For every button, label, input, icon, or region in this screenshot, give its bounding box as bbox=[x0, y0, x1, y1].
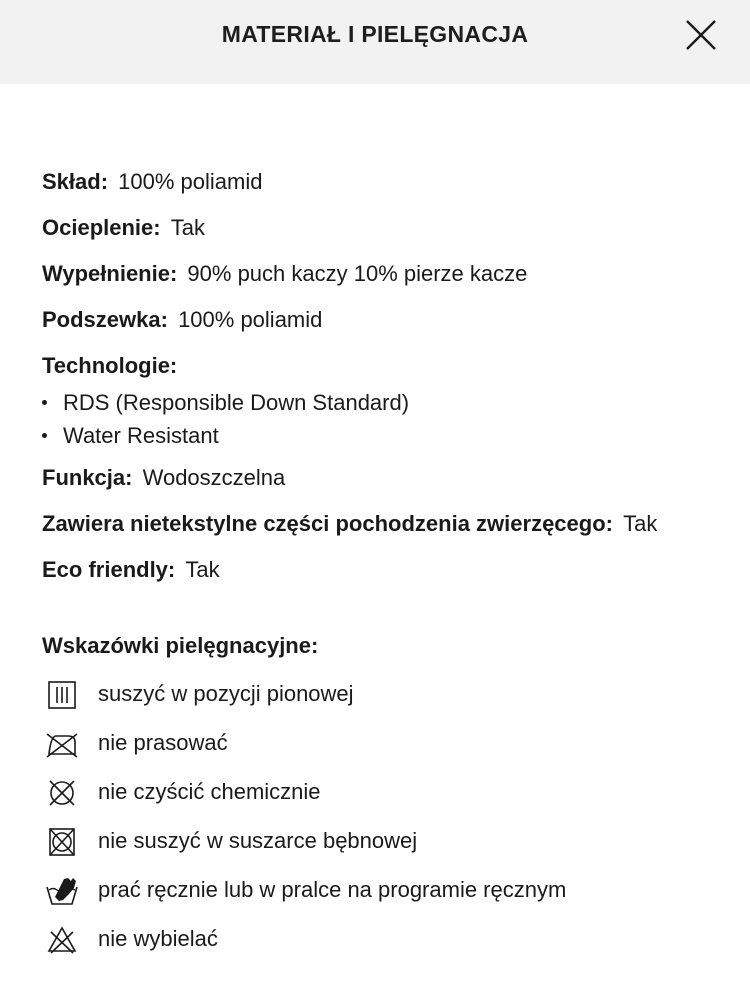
composition-value: 100% poliamid bbox=[118, 169, 263, 194]
lining-label: Podszewka: bbox=[42, 307, 168, 332]
list-item bbox=[42, 419, 732, 452]
care-item bbox=[42, 923, 732, 972]
function-row bbox=[42, 462, 732, 494]
close-button[interactable] bbox=[682, 16, 720, 54]
composition-row bbox=[42, 166, 732, 198]
animal-parts-row bbox=[42, 508, 732, 540]
do-not-tumble-dry-icon bbox=[44, 826, 80, 858]
close-icon bbox=[682, 16, 720, 54]
care-item bbox=[42, 874, 732, 923]
composition-label: Skład: bbox=[42, 169, 109, 194]
eco-friendly-label: Eco friendly: bbox=[42, 557, 176, 582]
do-not-iron-icon bbox=[44, 728, 80, 760]
insulation-label: Ocieplenie: bbox=[42, 215, 161, 240]
care-text: nie prasować bbox=[98, 730, 228, 755]
technologies-row bbox=[42, 350, 732, 382]
hand-wash-icon bbox=[44, 875, 80, 907]
care-text: prać ręcznie lub w pralce na programie ręcznym bbox=[98, 877, 567, 902]
filling-value: 90% puch kaczy 10% pierze kacze bbox=[187, 261, 528, 286]
care-title: Wskazówki pielęgnacyjne: bbox=[42, 633, 319, 658]
care-item bbox=[42, 776, 732, 825]
lining-value: 100% poliamid bbox=[178, 307, 323, 332]
filling-label: Wypełnienie: bbox=[42, 261, 178, 286]
function-label: Funkcja: bbox=[42, 465, 133, 490]
care-item bbox=[42, 678, 732, 727]
care-instructions-list bbox=[42, 678, 732, 972]
technology-text: Water Resistant bbox=[63, 423, 219, 448]
insulation-value: Tak bbox=[170, 215, 205, 240]
lining-row bbox=[42, 304, 732, 336]
care-text: nie czyścić chemicznie bbox=[98, 779, 321, 804]
technologies-list bbox=[42, 386, 732, 452]
bullet-icon bbox=[42, 400, 47, 405]
care-text: nie wybielać bbox=[98, 926, 218, 951]
eco-friendly-value: Tak bbox=[185, 557, 220, 582]
filling-row bbox=[42, 258, 732, 290]
insulation-row bbox=[42, 212, 732, 244]
care-item bbox=[42, 825, 732, 874]
do-not-dry-clean-icon bbox=[44, 777, 80, 809]
care-text: nie suszyć w suszarce bębnowej bbox=[98, 828, 418, 853]
care-text: suszyć w pozycji pionowej bbox=[98, 681, 354, 706]
list-item bbox=[42, 386, 732, 419]
animal-parts-value: Tak bbox=[623, 511, 658, 536]
eco-friendly-row bbox=[42, 554, 732, 586]
function-value: Wodoszczelna bbox=[142, 465, 286, 490]
modal-title: MATERIAŁ I PIELĘGNACJA bbox=[221, 21, 529, 47]
do-not-bleach-icon bbox=[44, 924, 80, 956]
modal-header bbox=[0, 0, 750, 84]
technology-text: RDS (Responsible Down Standard) bbox=[63, 390, 410, 415]
animal-parts-label: Zawiera nietekstylne części pochodzenia zwierzęcego: bbox=[42, 511, 613, 536]
material-care-content bbox=[42, 166, 732, 972]
care-item bbox=[42, 727, 732, 776]
bullet-icon bbox=[42, 433, 47, 438]
technologies-label: Technologie: bbox=[42, 353, 178, 378]
drip-dry-vertical-icon bbox=[44, 679, 80, 711]
